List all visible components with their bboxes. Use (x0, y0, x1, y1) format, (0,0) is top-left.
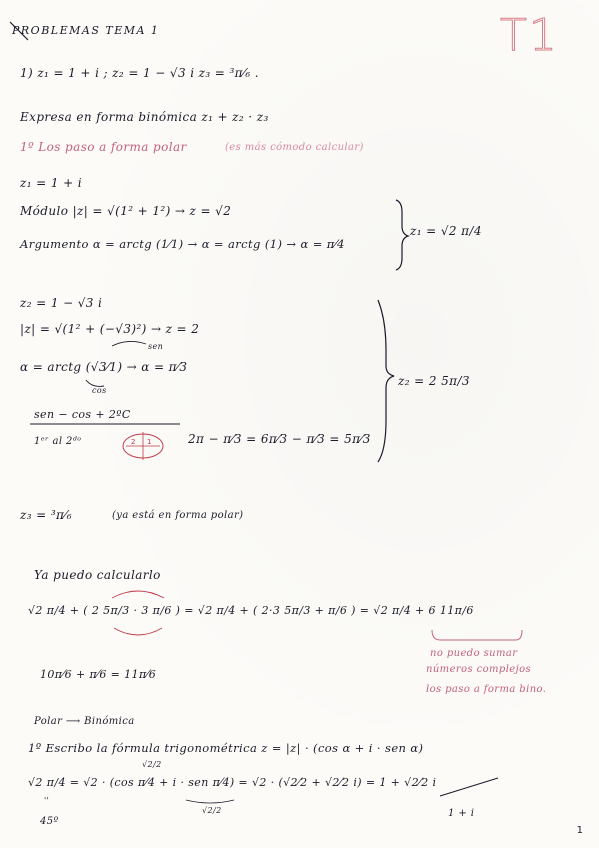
z2-modulo: |z| = √(1² + (−√3)²) → z = 2 (20, 322, 200, 336)
page-heading: PROBLEMAS TEMA 1 (12, 24, 160, 37)
polar-calc: √2 π/4 = √2 · (cos π⁄4 + i · sen π⁄4) = √2 · (√2⁄2 + √2⁄2 i) = 1 + √2⁄2 i (28, 776, 437, 789)
svg-text:2: 2 (131, 438, 136, 446)
z2-result: z₂ = 2 5π/3 (398, 374, 470, 388)
calc-heading: Ya puedo calcularlo (34, 568, 161, 582)
problem-task: Expresa en forma binómica z₁ + z₂ · z₃ (20, 110, 269, 124)
step-1-note: (es más cómodo calcular) (225, 142, 364, 153)
cos-value-label: √2/2 (142, 760, 162, 769)
degree-value: 45º (40, 816, 59, 827)
page-number: 1 (576, 825, 583, 836)
calc-note-2: números complejos (426, 664, 532, 675)
final-result: 1 + i (448, 808, 475, 819)
z2-argumento: α = arctg (√3⁄1) → α = π⁄3 (20, 360, 188, 374)
calc-line-1: √2 π/4 + ( 2 5π/3 · 3 π/6 ) = √2 π/4 + ( 2·3 5π/3 + π/6 ) = √2 π/4 + 6 11π/6 (28, 604, 474, 617)
calc-note-3: los paso a forma bino. (426, 684, 547, 695)
sen-value-label: √2/2 (202, 806, 222, 815)
z1-result: z₁ = √2 π/4 (410, 224, 482, 238)
z1-argumento: Argumento α = arctg (1⁄1) → α = arctg (1) → α = π⁄4 (20, 237, 345, 251)
sen-label: sen (148, 342, 164, 351)
z2-quadrant: 1ᵉʳ al 2ᵈᵒ (34, 436, 82, 447)
z1-definition: z₁ = 1 + i (20, 176, 82, 190)
problem-statement: 1) z₁ = 1 + i ; z₂ = 1 − √3 i z₃ = ³π⁄₆ . (20, 66, 260, 80)
z2-calc: 2π − π⁄3 = 6π⁄3 − π⁄3 = 5π⁄3 (188, 432, 371, 446)
z2-definition: z₂ = 1 − √3 i (20, 296, 103, 310)
calc-line-2: 10π⁄6 + π⁄6 = 11π⁄6 (40, 668, 157, 681)
z3-note: (ya está en forma polar) (112, 510, 244, 521)
calc-note-1: no puedo sumar (430, 648, 518, 659)
degree-marks: '' (44, 796, 50, 805)
step-1-heading: 1º Los paso a forma polar (20, 140, 187, 154)
polar-formula: 1º Escribo la fórmula trigonométrica z = |z| · (cos α + i · sen α) (28, 741, 424, 755)
z2-signs: sen − cos + 2ºC (34, 408, 131, 421)
topic-badge: T1 (500, 10, 559, 61)
z1-modulo: Módulo |z| = √(1² + 1²) → z = √2 (20, 204, 232, 218)
z3-definition: z₃ = ³π⁄₆ (20, 508, 72, 522)
cos-label: cos (92, 386, 107, 395)
svg-text:1: 1 (147, 438, 152, 446)
polar-heading: Polar ⟶ Binómica (34, 716, 135, 727)
